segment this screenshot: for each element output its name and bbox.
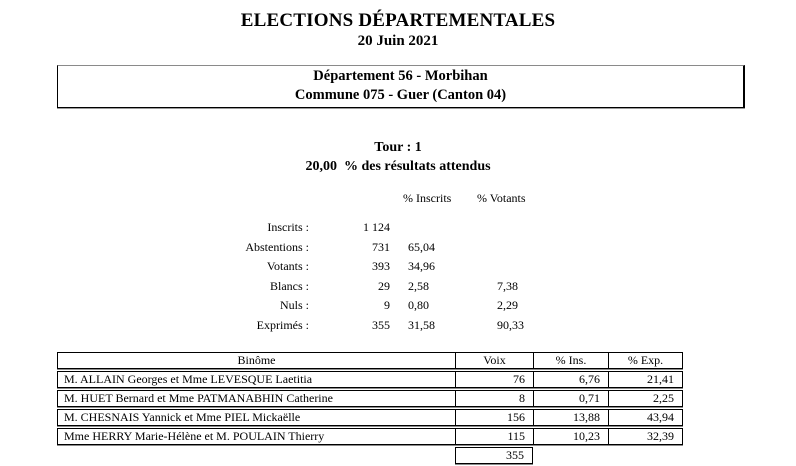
stat-label: Nuls :	[279, 298, 309, 312]
stat-pct-inscrits: 0,80	[408, 298, 429, 312]
stat-pct-votants: 7,38	[497, 278, 518, 293]
stat-label: Inscrits :	[267, 220, 309, 234]
stat-value: 1 124	[363, 220, 390, 234]
table-row	[57, 390, 683, 407]
stat-pct-votants: 90,33	[497, 317, 524, 332]
table-row	[57, 371, 683, 388]
voix-value: 156	[455, 410, 533, 425]
participation-stats	[180, 218, 567, 335]
stats-row-nuls	[180, 296, 567, 316]
location-box	[57, 65, 745, 108]
total-voix-cell: 355	[455, 447, 533, 464]
voix-value: 115	[455, 429, 533, 444]
tour-block	[0, 138, 796, 176]
commune-line: Commune 075 - Guer (Canton 04)	[294, 87, 507, 103]
stat-value: 9	[384, 298, 390, 312]
title-block	[0, 10, 796, 50]
stat-pct-inscrits: 34,96	[408, 259, 435, 273]
election-date: 20 Juin 2021	[357, 33, 439, 49]
column-header-binome: Binôme	[237, 353, 276, 367]
stat-value: 355	[372, 317, 390, 332]
stat-pct-votants: 2,29	[497, 298, 518, 312]
table-row	[57, 428, 683, 445]
stat-pct-inscrits: 2,58	[408, 278, 429, 293]
stats-row-inscrits	[180, 218, 567, 238]
pct-ins-value: 6,76	[533, 372, 608, 387]
stats-row-abstentions	[180, 238, 567, 258]
voix-value: 76	[455, 372, 533, 387]
table-row	[57, 409, 683, 426]
stat-value: 29	[378, 278, 390, 293]
stat-label: Blancs :	[270, 278, 309, 293]
tour-number: Tour : 1	[374, 140, 422, 155]
stat-value: 393	[372, 259, 390, 273]
stats-col-header-inscrits: % Inscrits	[403, 191, 452, 205]
stats-col-header-votants: % Votants	[477, 191, 526, 205]
pct-ins-value: 13,88	[533, 410, 608, 425]
stats-row-exprimes	[180, 316, 567, 336]
voix-value: 8	[455, 391, 533, 406]
binome-name: Mme HERRY Marie-Hélène et M. POULAIN Thierry	[64, 429, 325, 443]
binome-name: M. ALLAIN Georges et Mme LEVESQUE Laetitia	[64, 372, 313, 386]
column-header-pct-exp: % Exp.	[608, 353, 682, 368]
results-table-header-row	[57, 352, 683, 369]
results-progress: 20,00 % des résultats attendus	[305, 159, 491, 174]
stat-pct-inscrits: 31,58	[408, 317, 435, 332]
stat-label: Abstentions :	[245, 239, 309, 254]
departement-line: Département 56 - Morbihan	[313, 68, 488, 84]
results-table	[57, 352, 683, 464]
stats-row-votants	[180, 257, 567, 277]
pct-exp-value: 43,94	[608, 410, 682, 425]
pct-ins-value: 0,71	[533, 391, 608, 406]
stat-label: Exprimés :	[256, 317, 309, 332]
stat-value: 731	[372, 239, 390, 254]
binome-name: M. CHESNAIS Yannick et Mme PIEL Mickaëlle	[64, 410, 301, 424]
pct-exp-value: 21,41	[608, 372, 682, 387]
stat-pct-inscrits: 65,04	[408, 239, 435, 254]
binome-name: M. HUET Bernard et Mme PATMANABHIN Catherine	[64, 391, 333, 405]
column-header-pct-ins: % Ins.	[533, 353, 608, 368]
pct-exp-value: 2,25	[608, 391, 682, 406]
stat-label: Votants :	[266, 259, 309, 273]
stats-row-blancs	[180, 277, 567, 297]
pct-ins-value: 10,23	[533, 429, 608, 444]
column-header-voix: Voix	[455, 353, 533, 368]
pct-exp-value: 32,39	[608, 429, 682, 444]
page-title: ELECTIONS DÉPARTEMENTALES	[240, 10, 556, 31]
